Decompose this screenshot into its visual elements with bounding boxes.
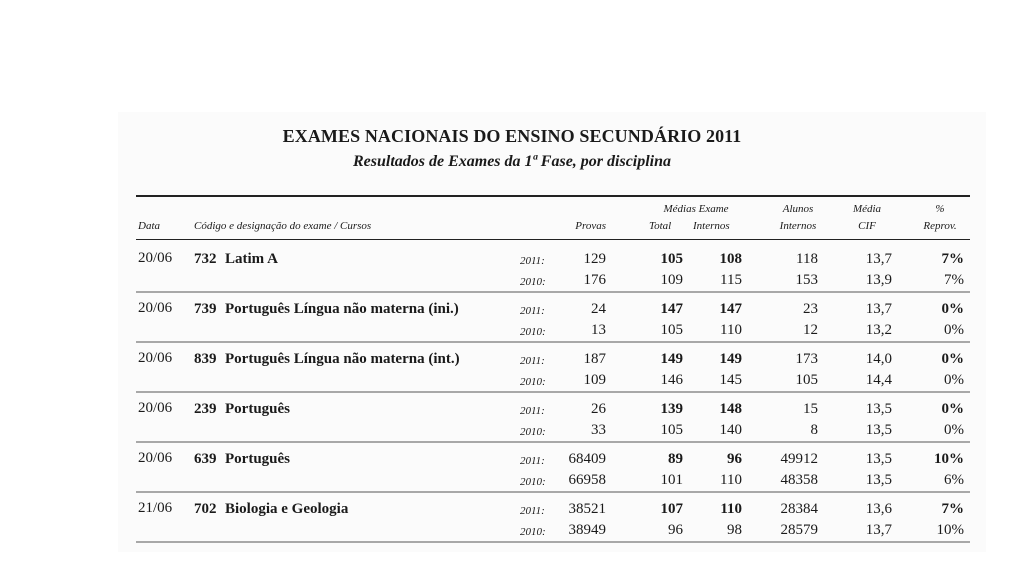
year-label: 2010: — [520, 426, 546, 438]
header-codigo: Código e designação do exame / Cursos — [194, 220, 372, 232]
internos-value: 96 — [727, 451, 742, 467]
exam-code: 639 — [194, 451, 217, 467]
reprov-value: 0% — [944, 422, 964, 438]
internos-value: 149 — [719, 351, 742, 367]
exam-name: Português Língua não materna (ini.) — [225, 301, 459, 317]
year-label: 2010: — [520, 476, 546, 488]
year-label: 2011: — [520, 505, 545, 517]
cif-value: 14,0 — [865, 351, 892, 367]
table-row-group — [0, 490, 1024, 540]
total-value: 146 — [660, 372, 683, 388]
provas-value: 109 — [583, 372, 606, 388]
exam-code: 839 — [194, 351, 217, 367]
internos-value: 145 — [719, 372, 742, 388]
exam-code: 739 — [194, 301, 217, 317]
total-value: 107 — [660, 501, 683, 517]
reprov-value: 0% — [941, 351, 964, 367]
exam-code: 732 — [194, 251, 217, 267]
year-label: 2011: — [520, 255, 545, 267]
cif-value: 14,4 — [865, 372, 892, 388]
header-medias-exame: Médias Exame — [663, 203, 729, 215]
exam-name: Português — [225, 451, 290, 467]
provas-value: 26 — [591, 401, 606, 417]
exam-name: Português Língua não materna (int.) — [225, 351, 460, 367]
row-separator — [136, 541, 970, 543]
header-reprov: Reprov. — [923, 220, 957, 232]
cif-value: 13,5 — [865, 451, 892, 467]
total-value: 89 — [668, 451, 683, 467]
exam-date: 20/06 — [138, 250, 173, 266]
alunos-value: 173 — [795, 351, 818, 367]
alunos-value: 23 — [803, 301, 818, 317]
reprov-value: 7% — [944, 272, 964, 288]
total-value: 101 — [660, 472, 683, 488]
internos-value: 147 — [719, 301, 742, 317]
header-total: Total — [649, 220, 672, 232]
internos-value: 140 — [719, 422, 742, 438]
cif-value: 13,5 — [865, 401, 892, 417]
document-title: EXAMES NACIONAIS DO ENSINO SECUNDÁRIO 2011 — [282, 126, 742, 146]
reprov-value: 7% — [941, 251, 964, 267]
table-row-group — [0, 290, 1024, 340]
alunos-value: 105 — [795, 372, 818, 388]
table-row-group — [0, 340, 1024, 390]
reprov-value: 7% — [941, 501, 964, 517]
cif-value: 13,5 — [865, 472, 892, 488]
top-rule — [136, 195, 970, 197]
alunos-value: 48358 — [780, 472, 818, 488]
provas-value: 33 — [591, 422, 606, 438]
year-label: 2011: — [520, 305, 545, 317]
header-percent: % — [935, 203, 945, 215]
internos-value: 98 — [727, 522, 742, 538]
reprov-value: 0% — [941, 301, 964, 317]
internos-value: 108 — [719, 251, 742, 267]
cif-value: 13,5 — [865, 422, 892, 438]
header-data: Data — [138, 220, 160, 232]
year-label: 2010: — [520, 326, 546, 338]
exam-name: Latim A — [225, 251, 278, 267]
provas-value: 176 — [583, 272, 606, 288]
cif-value: 13,2 — [865, 322, 892, 338]
alunos-value: 28579 — [780, 522, 818, 538]
year-label: 2011: — [520, 455, 545, 467]
reprov-value: 10% — [936, 522, 964, 538]
total-value: 105 — [660, 322, 683, 338]
exam-date: 20/06 — [138, 350, 173, 366]
total-value: 147 — [660, 301, 683, 317]
alunos-value: 28384 — [780, 501, 818, 517]
year-label: 2010: — [520, 276, 546, 288]
exam-date: 20/06 — [138, 450, 173, 466]
total-value: 149 — [660, 351, 683, 367]
internos-value: 110 — [720, 322, 742, 338]
alunos-value: 12 — [803, 322, 818, 338]
reprov-value: 6% — [944, 472, 964, 488]
alunos-value: 153 — [795, 272, 818, 288]
header-provas: Provas — [575, 220, 606, 232]
cif-value: 13,6 — [865, 501, 892, 517]
provas-value: 66958 — [568, 472, 606, 488]
provas-value: 38949 — [568, 522, 606, 538]
table-row-group — [0, 440, 1024, 490]
exam-code: 239 — [194, 401, 217, 417]
exam-name: Biologia e Geologia — [225, 501, 349, 517]
reprov-value: 0% — [944, 322, 964, 338]
provas-value: 13 — [591, 322, 606, 338]
internos-value: 115 — [720, 272, 742, 288]
internos-value: 110 — [720, 501, 742, 517]
total-value: 109 — [660, 272, 683, 288]
exam-date: 21/06 — [138, 500, 173, 516]
provas-value: 129 — [583, 251, 606, 267]
provas-value: 187 — [583, 351, 606, 367]
year-label: 2010: — [520, 526, 546, 538]
document-subtitle: Resultados de Exames da 1ª Fase, por disciplina — [352, 153, 672, 170]
table-row-group — [0, 240, 1024, 290]
header-cif: CIF — [858, 220, 876, 232]
header-media: Média — [852, 203, 882, 215]
exam-name: Português — [225, 401, 290, 417]
provas-value: 24 — [591, 301, 606, 317]
header-alunos-internos: Internos — [779, 220, 817, 232]
cif-value: 13,7 — [865, 522, 892, 538]
year-label: 2011: — [520, 405, 545, 417]
internos-value: 110 — [720, 472, 742, 488]
header-internos: Internos — [693, 220, 730, 232]
reprov-value: 10% — [934, 451, 964, 467]
total-value: 105 — [660, 251, 683, 267]
exam-date: 20/06 — [138, 300, 173, 316]
header-alunos: Alunos — [782, 203, 814, 215]
total-value: 139 — [660, 401, 683, 417]
alunos-value: 15 — [803, 401, 818, 417]
cif-value: 13,7 — [865, 251, 892, 267]
reprov-value: 0% — [944, 372, 964, 388]
total-value: 105 — [660, 422, 683, 438]
alunos-value: 49912 — [780, 451, 818, 467]
exam-code: 702 — [194, 501, 217, 517]
table-row-group — [0, 390, 1024, 440]
alunos-value: 118 — [796, 251, 818, 267]
reprov-value: 0% — [941, 401, 964, 417]
provas-value: 38521 — [568, 501, 606, 517]
alunos-value: 8 — [810, 422, 818, 438]
total-value: 96 — [668, 522, 683, 538]
cif-value: 13,9 — [865, 272, 892, 288]
year-label: 2011: — [520, 355, 545, 367]
year-label: 2010: — [520, 376, 546, 388]
cif-value: 13,7 — [865, 301, 892, 317]
provas-value: 68409 — [568, 451, 606, 467]
internos-value: 148 — [719, 401, 742, 417]
exam-date: 20/06 — [138, 400, 173, 416]
